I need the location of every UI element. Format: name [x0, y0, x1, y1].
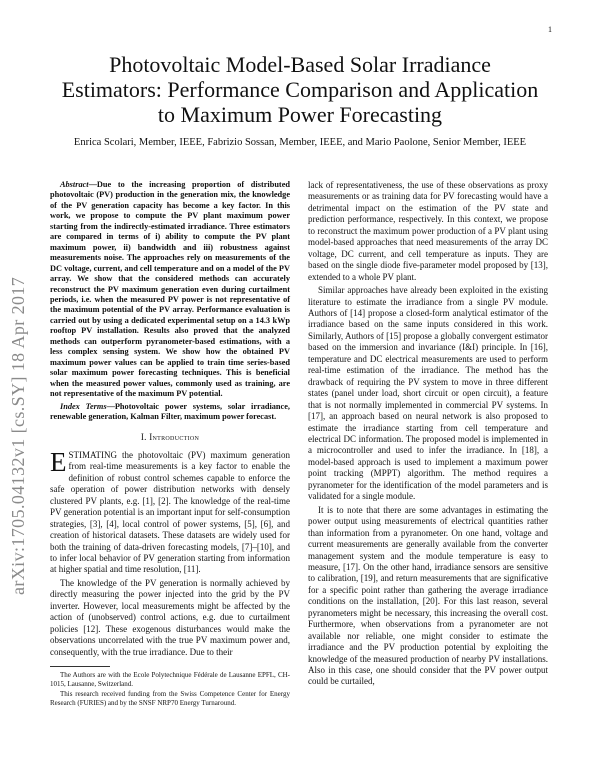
- intro-first-word: STIMATING: [68, 449, 117, 460]
- author-list: Enrica Scolari, Member, IEEE, Fabrizio Sossan, Member, IEEE, and Mario Paolone, Senior Member, IEEE: [73, 137, 527, 148]
- paper-title: Photovoltaic Model-Based Solar Irradiance Estimators: Performance Comparison and Application to Maximum Power Forecasting: [61, 52, 539, 127]
- right-paragraph-3: It is to note that there are some advantages in estimating the power output using measurements of electrical quantities rather than information from a pyranometer. On one hand, voltage and current measurements are generally available from the converter management system and the module temperature is easy to measure, [17]. On the other hand, irradiance sensors are sensitive to calibration, [19], and return measurements that are significative for a specific point rather than gathering the average irradiance conditions on the installation, [20]. For this last reason, several pyranometers might be necessary, this increasing the overall cost. Furthermore, when observations from a pyranometer are not available nor reliable, one might consider to estimate the irradiance and the PV production potential by exploiting the knowledge of the measured production of nearby PV installations. Also in this case, one should consider that the PV power output could be curtailed,: [308, 504, 548, 687]
- footnote-affiliation: The Authors are with the Ecole Polytechnique Fédérale de Lausanne EPFL, CH-1015, Lausanne, Switzerland.: [50, 671, 290, 688]
- intro-paragraph-2: The knowledge of the PV generation is normally achieved by directly measuring the power injected into the grid by the PV inverter. However, local measurements might be affected by the action of (unobserved) control actions, e.g. due to curtailment policies [12]. These exogenous disturbances would make the observations uncorrelated with the true PV maximum power and, consequently, with the true irradiance. Due to their: [50, 577, 290, 657]
- index-terms-text: —Photovoltaic power systems, solar irradiance, renewable generation, Kalman Filter, maximum power forecast.: [50, 401, 290, 421]
- right-paragraph-2: Similar approaches have already been exploited in the existing literature to estimate the irradiance from a single PV module. Authors of [14] propose a closed-form analytical estimator of the irradiance based on the same inputs considered in this work. Similarly, Authors of [15] propose a globally convergent estimator based on the immersion and invariance (I&I) principle. In [16], temperature and DC electrical measurements are used to perform real-time estimation of the irradiance. The method has the drawback of requiring the PV system to move in three different states (panel under load, short circuit or open circuit), a feature that is not normally implemented in commercial PV systems. In [17], an approach based on neural network is also proposed to estimate the irradiance starting from cell temperature and electrical DC information. The proposed model is implemented in a microcontroller and used to infer the irradiance. In [18], a model-based approach is used to implement a maximum power point tracking (MPPT) algorithm. The method requires a pyranometer for the identification of the model parameters and is validated for a single module.: [308, 285, 548, 502]
- abstract-lead: Abstract: [60, 180, 89, 189]
- right-paragraph-1: lack of representativeness, the use of these observations as proxy measurements or as training data for PV forecasting would have a detrimental impact on the estimation of the PV state and prediction performance, respectively. In this context, we propose to reconstruct the maximum power production of a PV plant using model-based approaches that need measurements of the array DC voltage, DC current, and cell temperature as inputs. They are based on the single diode five-parameter model proposed by [13], extended to a whole PV plant.: [308, 180, 548, 282]
- footnote-funding: This research received funding from the Swiss Competence Center for Energy Research (FURIES) and by the SNSF NRP70 Energy Turnaround.: [50, 690, 290, 707]
- intro-paragraph-1-text: the photovoltaic (PV) maximum generation from real-time measurements is a key factor to enable the definition of robust control schemes capable to enforce the safe operation of power distribution networks with densely clustered PV plants, e.g. [1], [2]. The knowledge of the real-time PV generation potential is an important input for self-consumption strategies, [3], [4], local control of power systems, [5], [6], and creation of historical datasets. These datasets are widely used for both the training of data-driven forecasting models, [7]–[10], and to infer local behavior of PV generation starting from information at higher spatial and time resolution, [11].: [50, 449, 290, 575]
- index-terms: [50, 402, 290, 423]
- abstract-text: —Due to the increasing proportion of distributed photovoltaic (PV) production in the generation mix, the knowledge of the PV generation capacity has become a key factor. In this work, we propose to compute the PV plant maximum power starting from the indirectly-estimated irradiance. Three estimators are compared in terms of i) ability to compute the PV plant maximum power, ii) bandwidth and iii) robustness against measurements noise. The approaches rely on measurements of the DC voltage, current, and cell temperature and on a model of the PV array. We show that the considered methods can accurately reconstruct the PV maximum generation even during curtailment periods, i.e. when the measured PV power is not representative of the maximum potential of the PV array. Performance evaluation is carried out by using a dedicated experimental setup on a 14.3 kWp rooftop PV installation. Results also proved that the analyzed methods can outperform pyranometer-based estimations, with a less complex sensing system. We show how the obtained PV maximum power values can be applied to train time series-based solar maximum power forecasting techniques. This is beneficial when the measured power values, commonly used as training, are not representative of the maximum PV potential.: [50, 180, 290, 399]
- right-column: [308, 180, 548, 690]
- arxiv-identifier-stamp: arXiv:1705.04132v1 [cs.SY] 18 Apr 2017: [8, 276, 28, 595]
- drop-cap-letter: E: [50, 446, 67, 477]
- left-column: [50, 180, 290, 709]
- page-number: 1: [548, 25, 552, 34]
- intro-paragraph-1: [50, 446, 290, 576]
- section-heading-introduction: I. Introduction: [140, 432, 200, 443]
- footnote-divider: [50, 666, 110, 667]
- abstract: [50, 180, 290, 400]
- index-terms-lead: Index Terms: [60, 401, 107, 411]
